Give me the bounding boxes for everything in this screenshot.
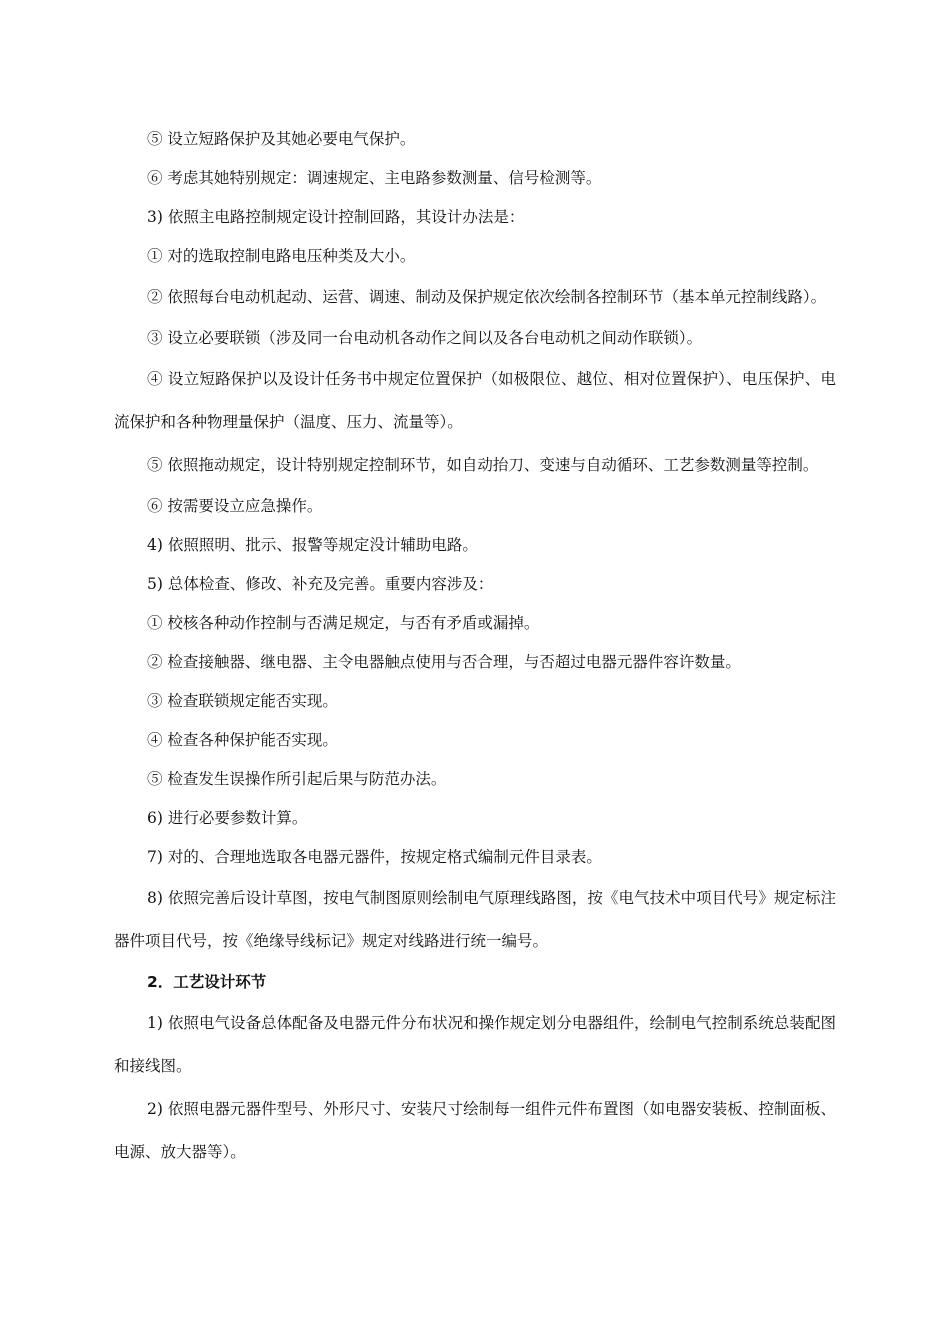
document-body	[114, 120, 836, 1174]
paragraph: ⑤ 检查发生误操作所引起后果与防范办法。	[147, 770, 447, 788]
paragraph: 2) 依照电器元器件型号、外形尺寸、安装尺寸绘制每一组件元件布置图（如电器安装板、控制面板、电源、放大器等）。	[114, 1100, 836, 1161]
paragraph: ③ 设立必要联锁（涉及同一台电动机各动作之间以及各台电动机之间动作联锁）。	[147, 329, 703, 347]
paragraph: 1) 依照电气设备总体配备及电器元件分布状况和操作规定划分电器组件，绘制电气控制系统总装配图和接线图。	[114, 1014, 836, 1075]
paragraph: 5) 总体检查、修改、补充及完善。重要内容涉及：	[147, 575, 494, 593]
paragraph: 3) 依照主电路控制规定设计控制回路，其设计办法是：	[147, 208, 525, 226]
paragraph: ④ 检查各种保护能否实现。	[147, 731, 338, 749]
paragraph: 7) 对的、合理地选取各电器元器件，按规定格式编制元件目录表。	[147, 848, 602, 866]
paragraph: ③ 检查联锁规定能否实现。	[147, 692, 338, 710]
paragraph: 6) 进行必要参数计算。	[147, 809, 308, 827]
paragraph: ⑤ 依照拖动规定，设计特别规定控制环节，如自动抬刀、变速与自动循环、工艺参数测量等控制。	[147, 456, 819, 474]
paragraph: 4) 依照照明、批示、报警等规定没计辅助电路。	[147, 536, 478, 554]
paragraph: ① 校核各种动作控制与否满足规定，与否有矛盾或漏掉。	[147, 614, 540, 632]
paragraph: 8) 依照完善后设计草图，按电气制图原则绘制电气原理线路图，按《电气技术中项目代号》规定标注器件项目代号，按《绝缘导线标记》规定对线路进行统一编号。	[114, 889, 836, 950]
paragraph: ④ 设立短路保护以及设计任务书中规定位置保护（如极限位、越位、相对位置保护）、电压保护、电流保护和各种物理量保护（温度、压力、流量等）。	[114, 370, 836, 431]
section-heading: 2．工艺设计环节	[147, 973, 267, 991]
paragraph: ① 对的选取控制电路电压种类及大小。	[147, 247, 416, 265]
paragraph: ⑤ 设立短路保护及其她必要电气保护。	[147, 130, 416, 148]
paragraph: ⑥ 考虑其她特别规定：调速规定、主电路参数测量、信号检测等。	[147, 169, 602, 187]
paragraph: ⑥ 按需要设立应急操作。	[147, 497, 323, 515]
paragraph: ② 依照每台电动机起动、运营、调速、制动及保护规定依次绘制各控制环节（基本单元控制线路）。	[147, 288, 827, 306]
paragraph: ② 检查接触器、继电器、主令电器触点使用与否合理，与否超过电器元器件容许数量。	[147, 653, 741, 671]
